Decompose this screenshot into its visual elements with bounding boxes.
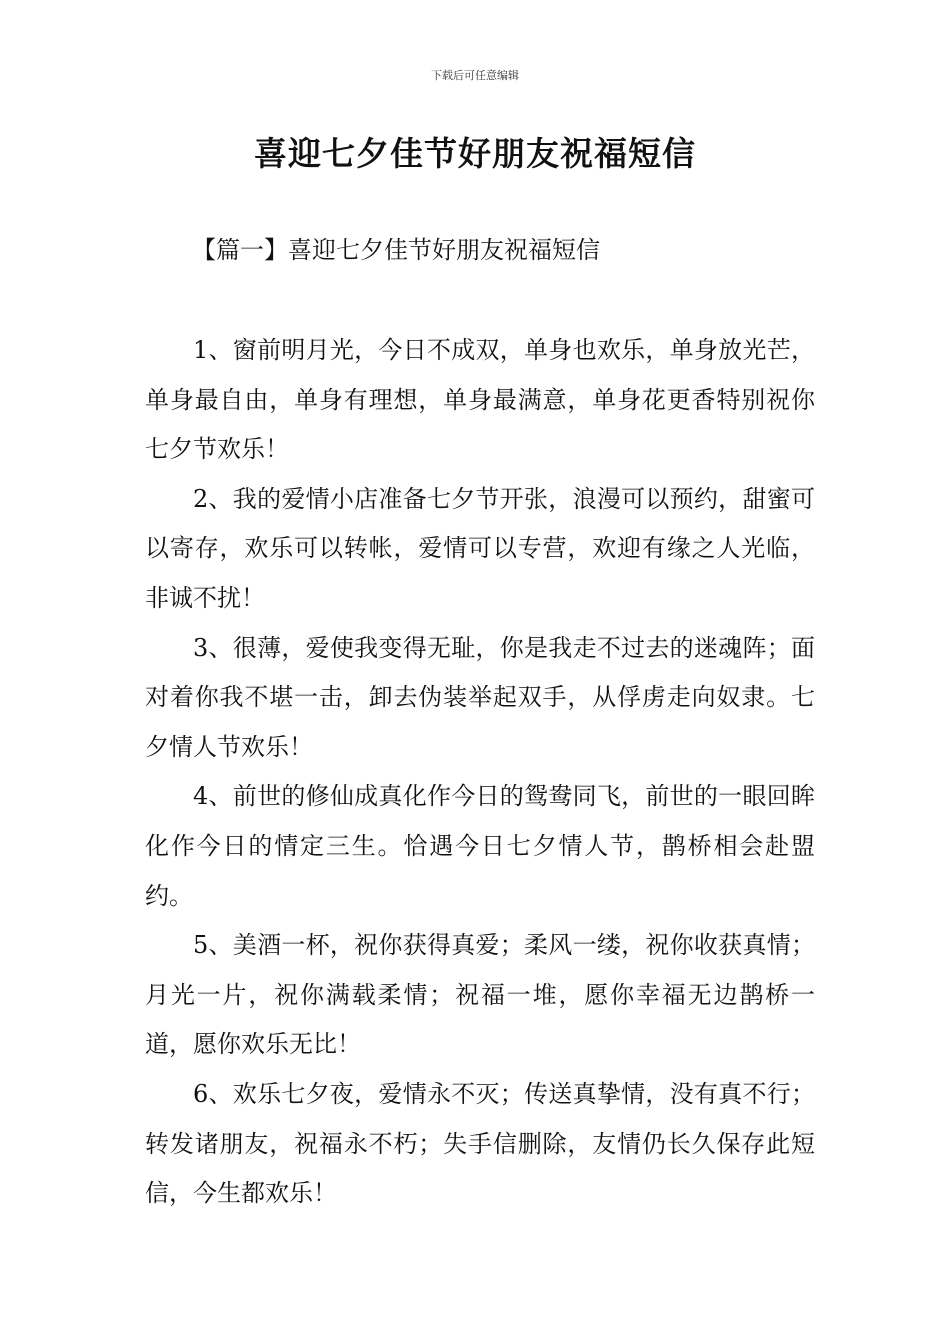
paragraph: 1、窗前明月光，今日不成双，单身也欢乐，单身放光芒，单身最自由，单身有理想，单身最满意，单身花更香特别祝你七夕节欢乐！ <box>145 336 815 464</box>
paragraph: 4、前世的修仙成真化作今日的鸳鸯同飞，前世的一眼回眸化作今日的情定三生。恰遇今日七夕情人节，鹊桥相会赴盟约。 <box>145 782 815 910</box>
paragraph: 3、很薄，爱使我变得无耻，你是我走不过去的迷魂阵；面对着你我不堪一击，卸去伪装举起双手，从俘虏走向奴隶。七夕情人节欢乐！ <box>145 633 815 761</box>
document-title: 喜迎七夕佳节好朋友祝福短信 <box>254 134 696 173</box>
section-heading: 【篇一】喜迎七夕佳节好朋友祝福短信 <box>192 236 600 264</box>
paragraph: 6、欢乐七夕夜，爱情永不灭；传送真挚情，没有真不行；转发诸朋友，祝福永不朽；失手信删除，友情仍长久保存此短信，今生都欢乐！ <box>145 1079 815 1208</box>
header-note: 下载后可任意编辑 <box>431 69 519 82</box>
paragraph: 2、我的爱情小店准备七夕节开张，浪漫可以预约，甜蜜可以寄存，欢乐可以转帐，爱情可以专营，欢迎有缘之人光临，非诚不扰！ <box>145 484 815 612</box>
body-text <box>145 326 815 1219</box>
paragraph: 5、美酒一杯，祝你获得真爱；柔风一缕，祝你收获真情；月光一片，祝你满载柔情；祝福一堆，愿你幸福无边鹊桥一道，愿你欢乐无比！ <box>145 931 815 1059</box>
